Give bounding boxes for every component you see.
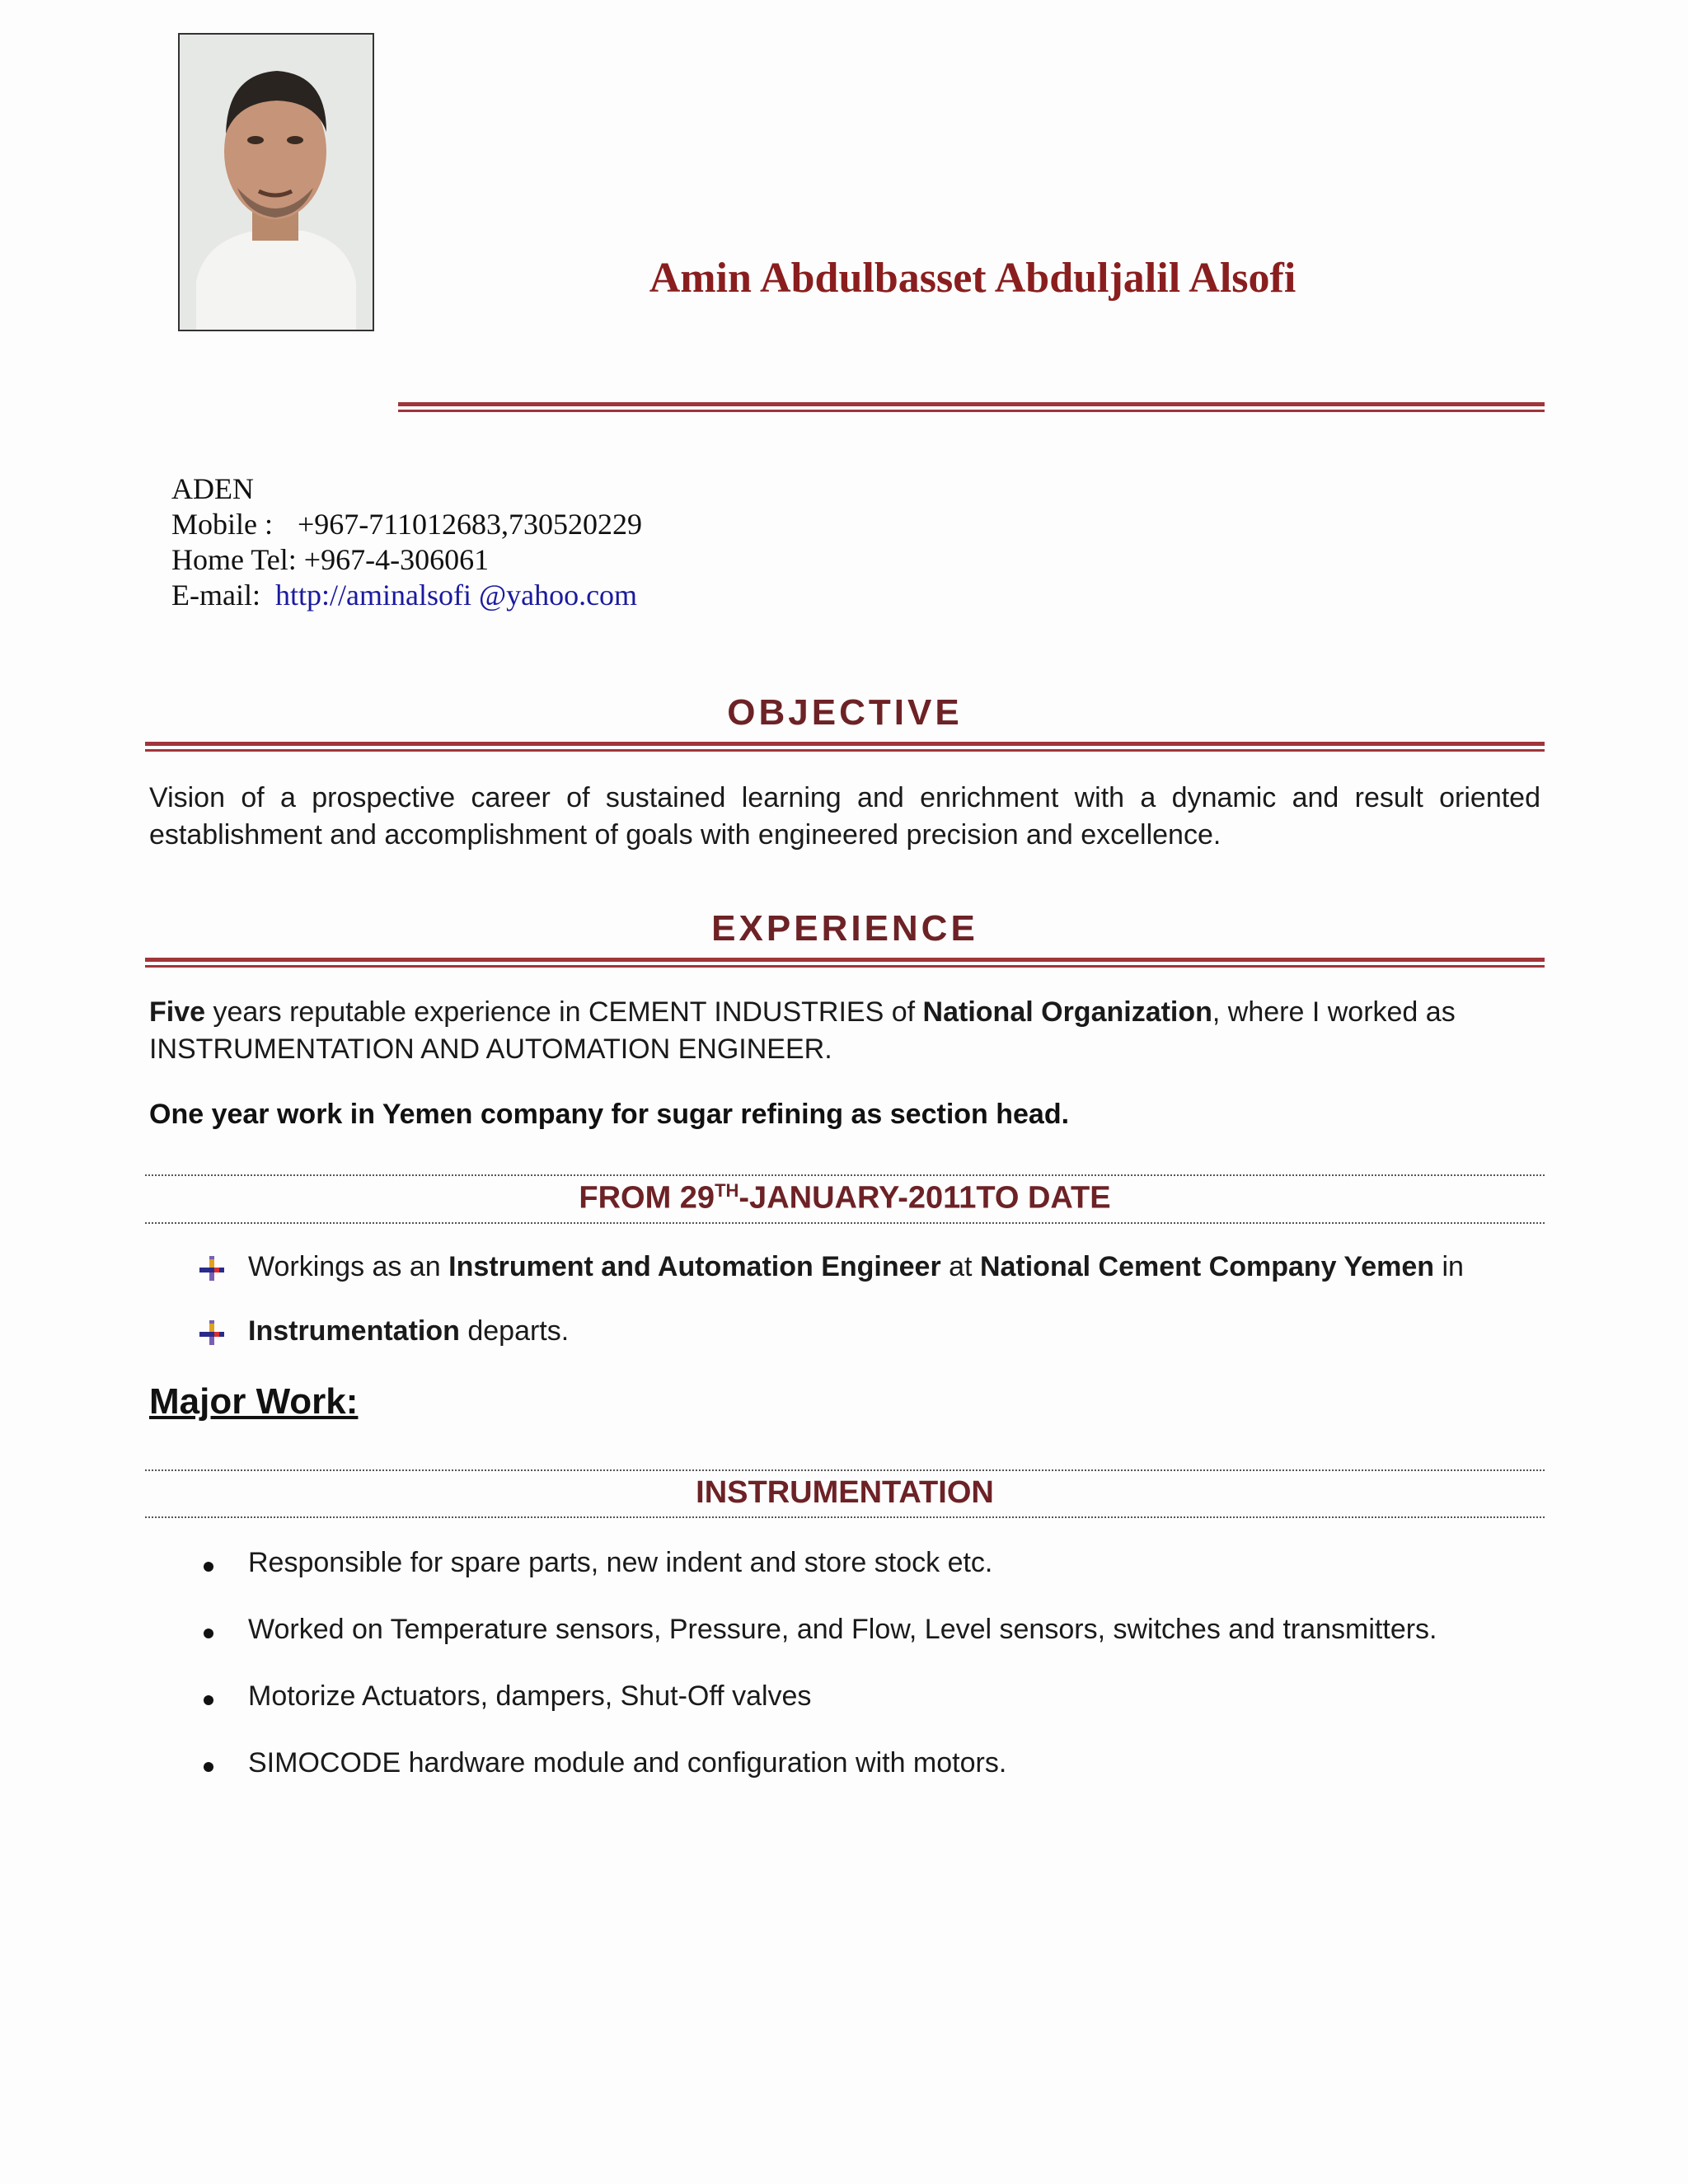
city: ADEN xyxy=(171,472,254,505)
company-name: National Cement Company Yemen xyxy=(979,1251,1435,1282)
bullet-dot xyxy=(204,1629,213,1638)
experience-heading: EXPERIENCE xyxy=(711,908,978,949)
plus-bullet-icon xyxy=(198,1319,226,1347)
mobile-label: Mobile : xyxy=(171,508,273,541)
list-item: Responsible for spare parts, new indent and store stock etc. xyxy=(248,1547,993,1578)
role-line-1 xyxy=(248,1251,1464,1283)
home-tel-label: Home Tel: xyxy=(171,543,297,576)
role-text-c: at xyxy=(940,1251,980,1282)
experience-summary xyxy=(149,994,1540,1068)
instrumentation-bottom-rule xyxy=(145,1516,1545,1518)
email-row xyxy=(171,578,642,613)
bullet-dot xyxy=(204,1562,213,1572)
list-item: Motorize Actuators, dampers, Shut-Off valves xyxy=(248,1680,812,1712)
period-rest: -JANUARY-2011TO DATE xyxy=(738,1180,1111,1216)
email-link[interactable]: http://aminalsofi @yahoo.com xyxy=(274,579,638,612)
years-count: Five xyxy=(149,996,206,1028)
department-name: Instrumentation xyxy=(248,1315,460,1347)
instrumentation-top-rule xyxy=(145,1469,1545,1471)
objective-text: Vision of a prospective career of sustained learning and enrichment with a dynamic and result oriented establishment and accomplishment of goals with engineered precision and excellence. xyxy=(149,782,1540,851)
major-work-heading: Major Work: xyxy=(149,1381,359,1422)
bullet-dot xyxy=(204,1695,213,1705)
role-line-2 xyxy=(248,1315,569,1347)
role-title: Instrument and Automation Engineer xyxy=(448,1251,941,1282)
plus-bullet-icon xyxy=(198,1254,226,1282)
candidate-name: Amin Abdulbasset Abduljalil Alsofi xyxy=(649,255,1296,302)
bullet-dot xyxy=(204,1762,213,1772)
list-item: SIMOCODE hardware module and configuration with motors. xyxy=(248,1747,1007,1779)
period-sup: TH xyxy=(715,1180,739,1201)
home-tel-row xyxy=(171,542,642,578)
header-divider xyxy=(398,402,1545,412)
instrumentation-heading: INSTRUMENTATION xyxy=(696,1475,994,1510)
organization-name: National Organization xyxy=(922,996,1212,1028)
experience-sugar-line: One year work in Yemen company for sugar refining as section head. xyxy=(149,1099,1070,1130)
experience-text-a: years reputable experience in CEMENT INDUSTRIES of xyxy=(205,996,923,1028)
objective-heading: OBJECTIVE xyxy=(727,692,963,733)
list-item: Worked on Temperature sensors, Pressure, and Flow, Level sensors, switches and transmitters. xyxy=(248,1614,1437,1645)
email-label: E-mail: xyxy=(171,579,260,612)
period-heading xyxy=(145,1180,1545,1216)
mobile-row xyxy=(171,507,642,542)
experience-text-b: , where I worked as INSTRUMENTATION AND AUTOMATION ENGINEER. xyxy=(149,996,1456,1065)
profile-photo xyxy=(178,33,374,331)
mobile-number: +967-711012683,730520229 xyxy=(298,508,642,541)
period-bottom-rule xyxy=(145,1222,1545,1224)
role-text-departs: departs. xyxy=(459,1315,570,1347)
experience-divider xyxy=(145,958,1545,968)
home-tel-number: +967-4-306061 xyxy=(303,543,490,576)
role-text-e: in xyxy=(1434,1251,1464,1282)
role-text-a: Workings as an xyxy=(248,1251,449,1282)
period-from: FROM 29 xyxy=(579,1180,715,1216)
contact-block xyxy=(171,471,642,613)
objective-divider xyxy=(145,742,1545,752)
period-top-rule xyxy=(145,1174,1545,1176)
person-photo-icon xyxy=(180,35,373,330)
